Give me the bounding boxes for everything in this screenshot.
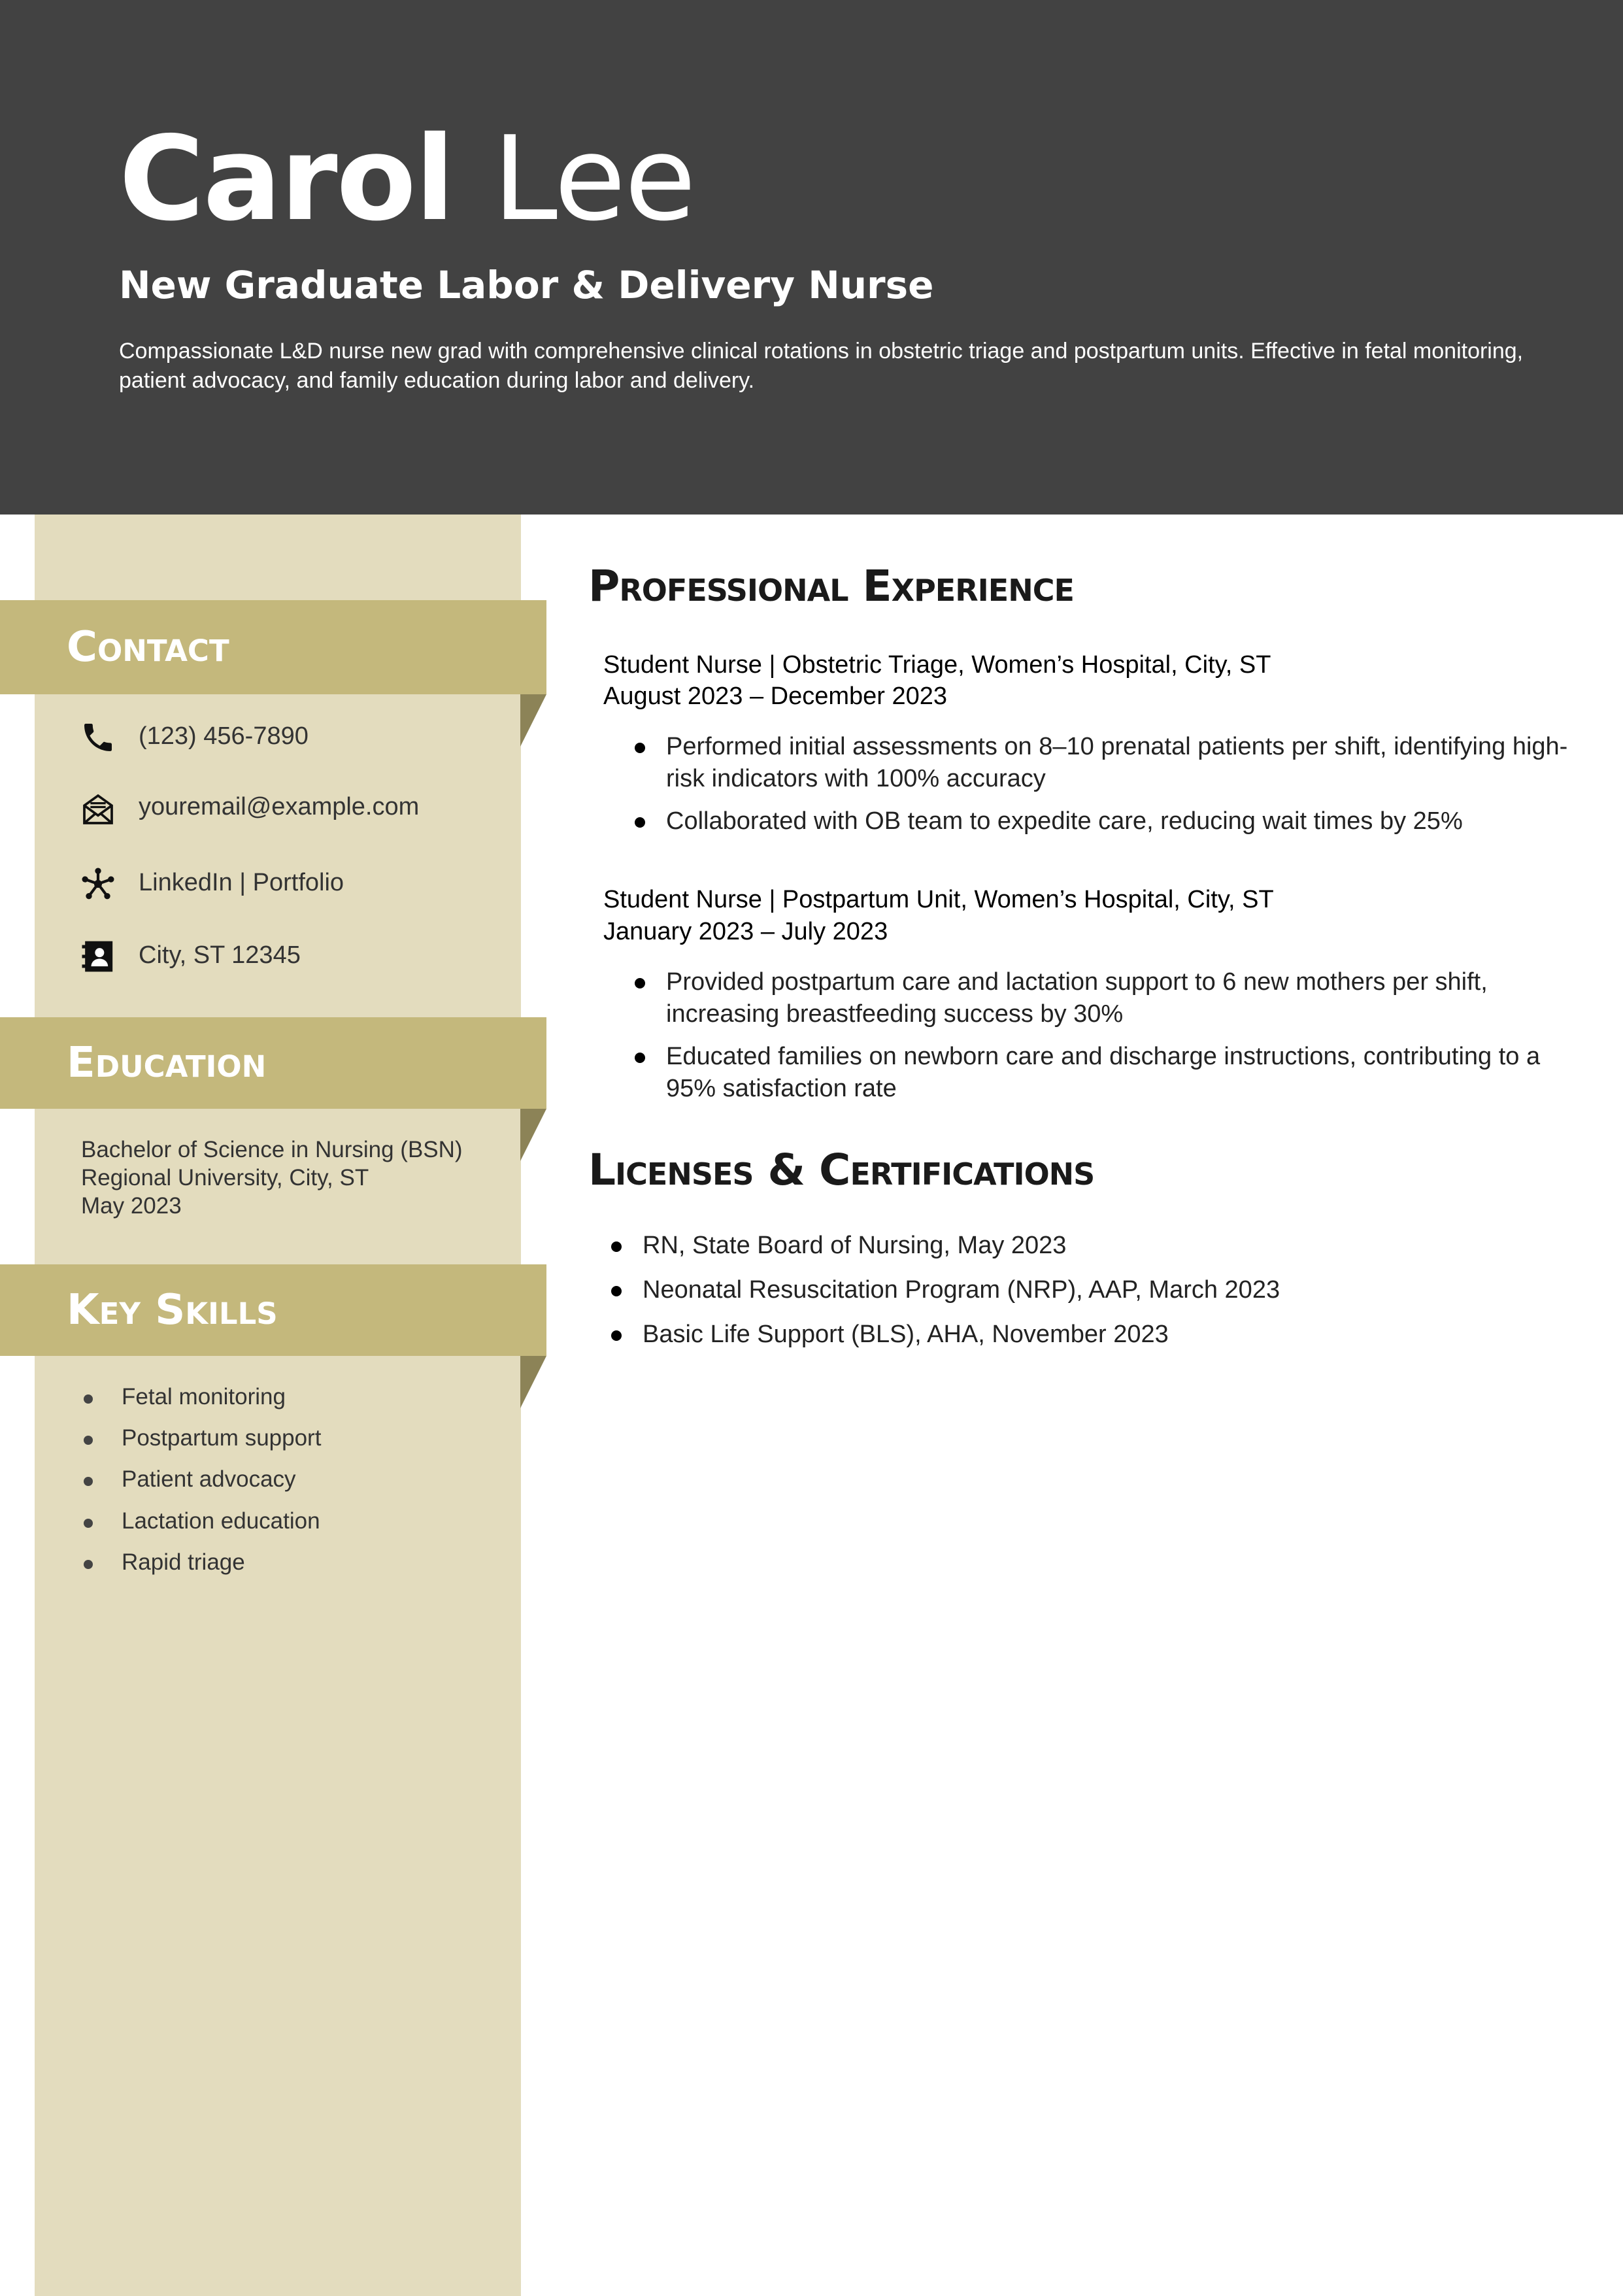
skill-label: Lactation education bbox=[122, 1508, 320, 1534]
job-dates: January 2023 – July 2023 bbox=[603, 918, 888, 945]
email-row bbox=[80, 790, 116, 829]
skills-heading: Key Skills bbox=[0, 1264, 546, 1356]
achievement-bullet bbox=[666, 1041, 1581, 1105]
skill-label: Postpartum support bbox=[122, 1425, 322, 1451]
graduation-date: May 2023 bbox=[81, 1193, 182, 1219]
bullet-text: Educated families on newborn care and discharge instructions, contributing to a 95% satisfaction rate bbox=[666, 1043, 1541, 1102]
skills-band-fold bbox=[520, 1356, 546, 1408]
license-text: Basic Life Support (BLS), AHA, November 2023 bbox=[643, 1321, 1169, 1348]
header-banner bbox=[0, 0, 1623, 515]
email-address[interactable]: youremail@example.com bbox=[139, 793, 420, 820]
experience-heading: Professional Experience bbox=[588, 561, 1074, 611]
education-band-fold bbox=[520, 1109, 546, 1161]
phone-row bbox=[80, 718, 116, 757]
bullet-dot bbox=[84, 1477, 93, 1486]
bullet-dot bbox=[84, 1519, 93, 1528]
mailing-address: City, ST 12345 bbox=[139, 941, 301, 969]
bullet-dot bbox=[84, 1394, 93, 1404]
education-heading: Education bbox=[0, 1017, 546, 1109]
school: Regional University, City, ST bbox=[81, 1165, 369, 1190]
bullet-dot bbox=[84, 1560, 93, 1569]
summary-text: Compassionate L&D nurse new grad with comprehensive clinical rotations in obstetric triage and postpartum units. Effective in fetal monitoring, patient advocacy, and family education during labor and delivery. bbox=[119, 339, 1524, 393]
licenses-heading: Licenses & Certifications bbox=[588, 1145, 1095, 1195]
last-name: Lee bbox=[492, 111, 695, 246]
license-item bbox=[643, 1319, 1558, 1351]
skill-label: Rapid triage bbox=[122, 1549, 245, 1575]
degree: Bachelor of Science in Nursing (BSN) bbox=[81, 1137, 463, 1162]
bullet-dot bbox=[84, 1436, 93, 1445]
bullet-dot bbox=[635, 1053, 645, 1063]
envelope-icon bbox=[80, 791, 116, 828]
contact-heading: Contact bbox=[0, 600, 546, 694]
bullet-dot bbox=[635, 978, 645, 988]
license-item bbox=[643, 1230, 1558, 1262]
contact-band-fold bbox=[520, 694, 546, 747]
links-row bbox=[80, 864, 116, 903]
job-dates: August 2023 – December 2023 bbox=[603, 683, 948, 710]
bullet-text: Collaborated with OB team to expedite care, reducing wait times by 25% bbox=[666, 807, 1463, 835]
license-item bbox=[643, 1274, 1558, 1306]
bullet-dot bbox=[611, 1330, 622, 1341]
job-title-line: Student Nurse | Obstetric Triage, Women’s Hospital, City, ST bbox=[603, 651, 1271, 679]
candidate-name bbox=[119, 111, 695, 246]
skill-label: Fetal monitoring bbox=[122, 1384, 286, 1410]
bullet-dot bbox=[635, 743, 645, 753]
bullet-text: Performed initial assessments on 8–10 prenatal patients per shift, identifying high-risk indicators with 100% accuracy bbox=[666, 733, 1568, 792]
profile-links[interactable]: LinkedIn | Portfolio bbox=[139, 869, 344, 896]
job-title-line: Student Nurse | Postpartum Unit, Women’s Hospital, City, ST bbox=[603, 886, 1274, 913]
achievement-bullet bbox=[666, 966, 1581, 1030]
bullet-dot bbox=[611, 1241, 622, 1252]
license-text: RN, State Board of Nursing, May 2023 bbox=[643, 1232, 1067, 1259]
achievement-bullet bbox=[666, 805, 1581, 837]
first-name: Carol bbox=[119, 111, 454, 246]
address-row bbox=[80, 937, 116, 976]
bullet-dot bbox=[635, 817, 645, 828]
license-text: Neonatal Resuscitation Program (NRP), AAP, March 2023 bbox=[643, 1276, 1280, 1304]
contact-card-icon bbox=[80, 938, 116, 975]
phone-icon bbox=[80, 719, 116, 756]
network-icon bbox=[80, 866, 116, 902]
bullet-dot bbox=[611, 1286, 622, 1296]
phone-number[interactable]: (123) 456-7890 bbox=[139, 722, 309, 750]
achievement-bullet bbox=[666, 731, 1581, 795]
skill-label: Patient advocacy bbox=[122, 1466, 296, 1492]
job-title: New Graduate Labor & Delivery Nurse bbox=[119, 263, 934, 307]
bullet-text: Provided postpartum care and lactation support to 6 new mothers per shift, increasing breastfeeding success by 30% bbox=[666, 968, 1488, 1028]
